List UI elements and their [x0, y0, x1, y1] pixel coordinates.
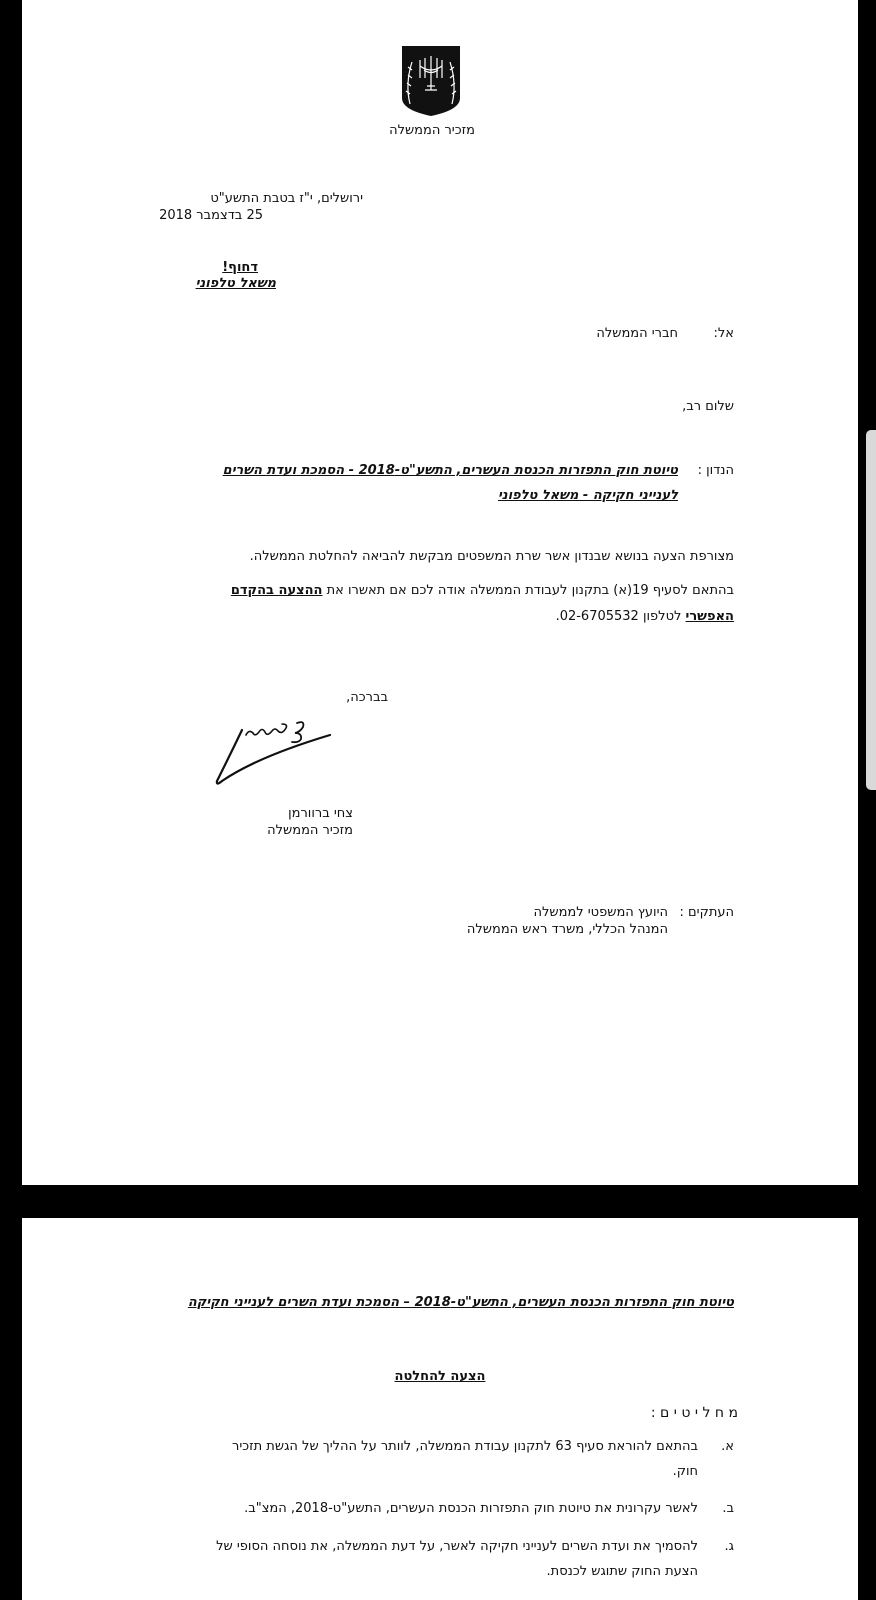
signer-name: צחי ברוורמן: [288, 806, 353, 821]
body-paragraph-2-line-2: [556, 608, 734, 625]
state-emblem-icon: [400, 44, 462, 118]
para2-emphasis-2: האפשרי: [685, 609, 734, 624]
handwritten-signature: [212, 715, 342, 790]
scrollbar-thumb[interactable]: [866, 430, 876, 790]
item-a-line-2: חוק.: [672, 1464, 698, 1479]
copies-label: העתקים :: [679, 905, 734, 920]
item-c-line-2: הצעת החוק שתוגש לכנסת.: [546, 1564, 698, 1579]
item-a-line-1: בהתאם להוראת סעיף 63 לתקנון עבודת הממשלה, לוותר על ההליך של הגשת תזכיר: [232, 1439, 698, 1454]
copies-line-1: היועץ המשפטי לממשלה: [533, 905, 668, 920]
item-c-line-1: להסמיך את ועדת השרים לענייני חקיקה לאשר, על דעת הממשלה, את נוסחה הסופי של: [216, 1539, 698, 1554]
urgent-label: דחוף!: [222, 260, 258, 275]
item-b-line-1: לאשר עקרונית את טיוטת חוק התפזרות הכנסת העשרים, התשע"ט-2018, המצ"ב.: [244, 1501, 698, 1516]
closing: בברכה,: [346, 690, 388, 705]
para2-end: לטלפון 02-6705532.: [555, 609, 682, 624]
para2-emphasis-1: ההצעה בהקדם: [230, 583, 323, 598]
copies-line-2: המנהל הכללי, משרד ראש הממשלה: [466, 922, 668, 937]
office-name: מזכיר הממשלה: [389, 123, 475, 138]
date-gregorian: 25 בדצמבר 2018: [159, 208, 263, 223]
to-label: אל:: [713, 326, 734, 341]
item-b-marker: ב.: [722, 1501, 734, 1516]
phone-poll-label: משאל טלפוני: [195, 276, 276, 291]
to-value: חברי הממשלה: [596, 326, 678, 341]
signer-title: מזכיר הממשלה: [267, 823, 353, 838]
para2-start: בהתאם לסעיף 19(א) בתקנון לעבודת הממשלה אודה לכם אם תאשרו את: [326, 583, 734, 598]
date-hebrew: ירושלים, י"ז בטבת התשע"ט: [210, 191, 363, 206]
document-page-1: [22, 0, 858, 1185]
document-page-2: [22, 1218, 858, 1600]
greeting: שלום רב,: [682, 399, 734, 414]
page2-title: טיוטת חוק התפזרות הכנסת העשרים, התשע"ט-2018 – הסמכת ועדת השרים לענייני חקיקה: [187, 1295, 734, 1310]
resolve-label: מ ח ל י ט י ם :: [650, 1405, 738, 1421]
item-a-marker: א.: [721, 1439, 734, 1454]
subject-line-1: טיוטת חוק התפזרות הכנסת העשרים, התשע"ט-2018 - הסמכת ועדת השרים: [222, 463, 678, 478]
body-paragraph-2-line-1: [231, 582, 734, 599]
proposal-heading: הצעה להחלטה: [394, 1369, 486, 1384]
subject-label: הנדון :: [697, 463, 734, 478]
subject-line-2: לענייני חקיקה - משאל טלפוני: [497, 488, 678, 503]
body-paragraph-1: מצורפת הצעה בנושא שבנדון אשר שרת המשפטים מבקשת להביאה להחלטת הממשלה.: [249, 549, 734, 564]
item-c-marker: ג.: [724, 1539, 734, 1554]
